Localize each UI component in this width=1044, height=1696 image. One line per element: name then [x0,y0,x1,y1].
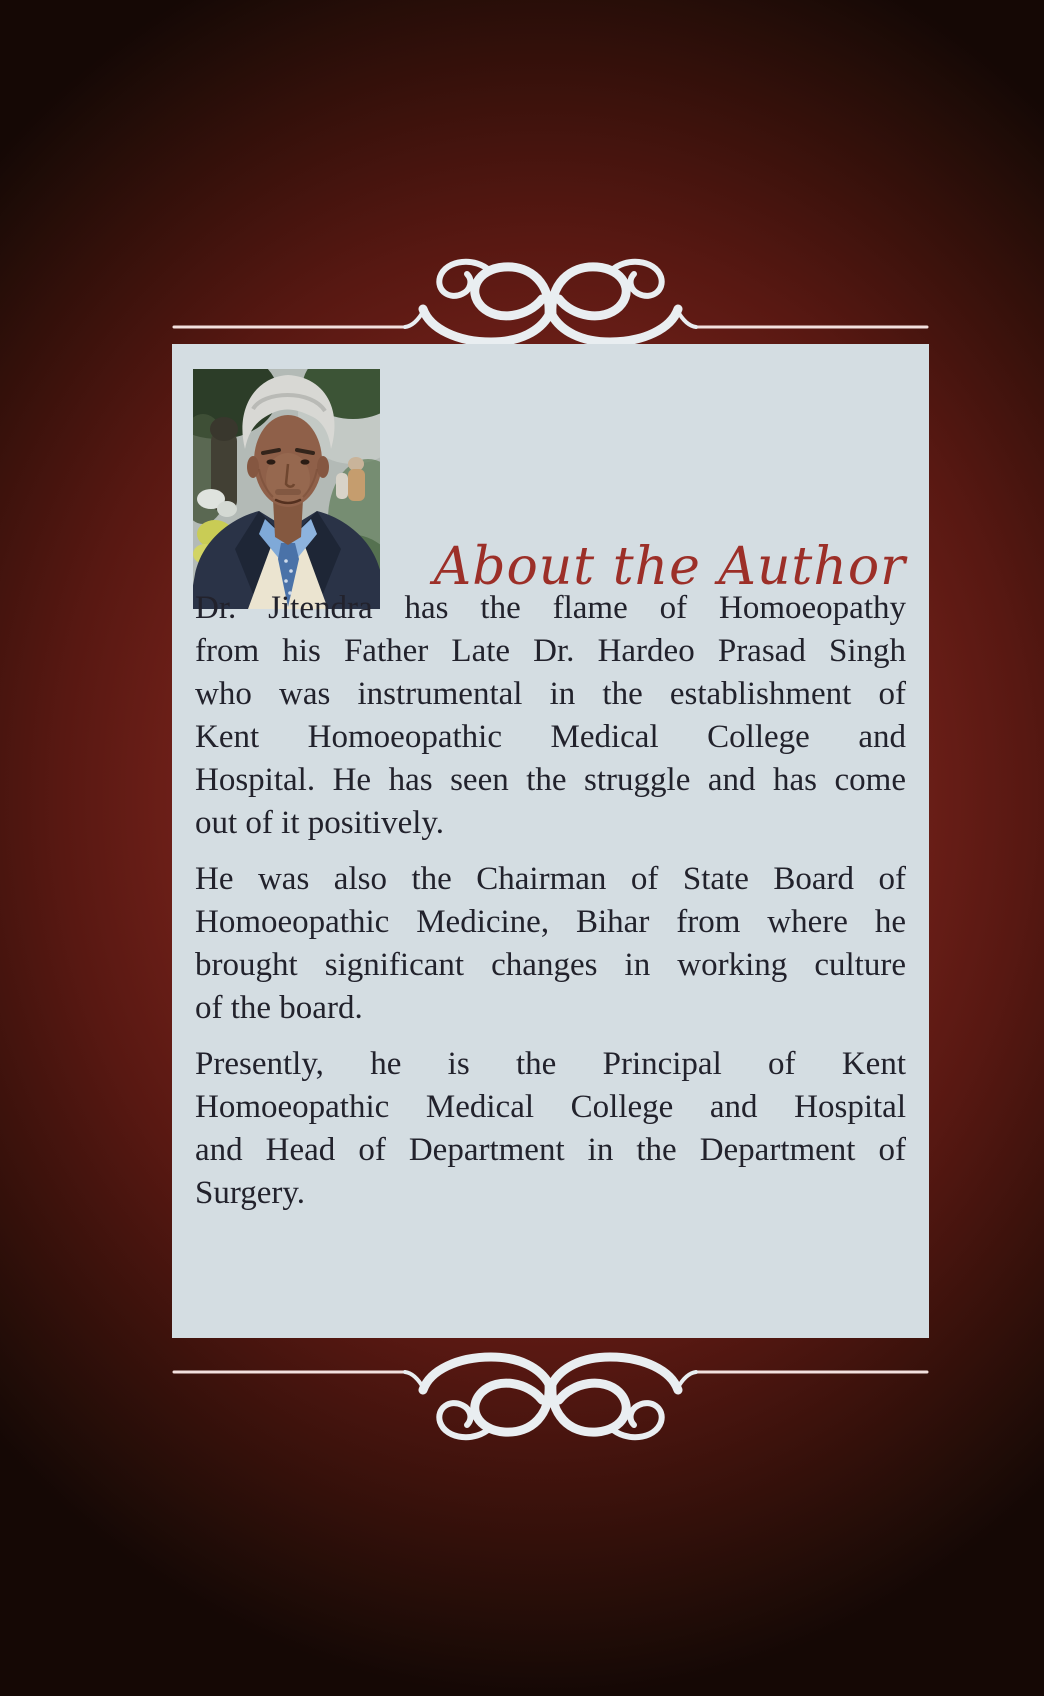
bio-paragraph [195,858,906,1030]
bio-line: He was also the Chairman of State Board of [195,861,906,897]
bio-line: Homoeopathic Medicine, Bihar from where he [195,904,906,940]
bio-line: brought significant changes in working culture [195,947,906,983]
author-bio [195,587,906,1215]
page-title: About the Author [433,537,906,597]
bio-line: from his Father Late Dr. Hardeo Prasad Singh [195,633,906,669]
bio-line: Surgery. [195,1175,305,1211]
bio-paragraph [195,1043,906,1215]
bio-line: Presently, he is the Principal of Kent [195,1046,906,1082]
bio-line: who was instrumental in the establishment of [195,676,906,712]
bio-line: Homoeopathic Medical College and Hospital [195,1089,906,1125]
bio-line: and Head of Department in the Department of [195,1132,906,1168]
about-panel [172,344,929,1338]
bio-line: of the board. [195,990,363,1026]
bio-paragraph [195,587,906,845]
bio-line: out of it positively. [195,805,445,841]
bio-line: Kent Homoeopathic Medical College and [195,719,906,755]
bio-line: Hospital. He has seen the struggle and has come [195,762,906,798]
flourish-divider-bottom-icon [172,1332,929,1452]
bio-line: Dr. Jitendra has the flame of Homoeopathy [195,590,906,626]
